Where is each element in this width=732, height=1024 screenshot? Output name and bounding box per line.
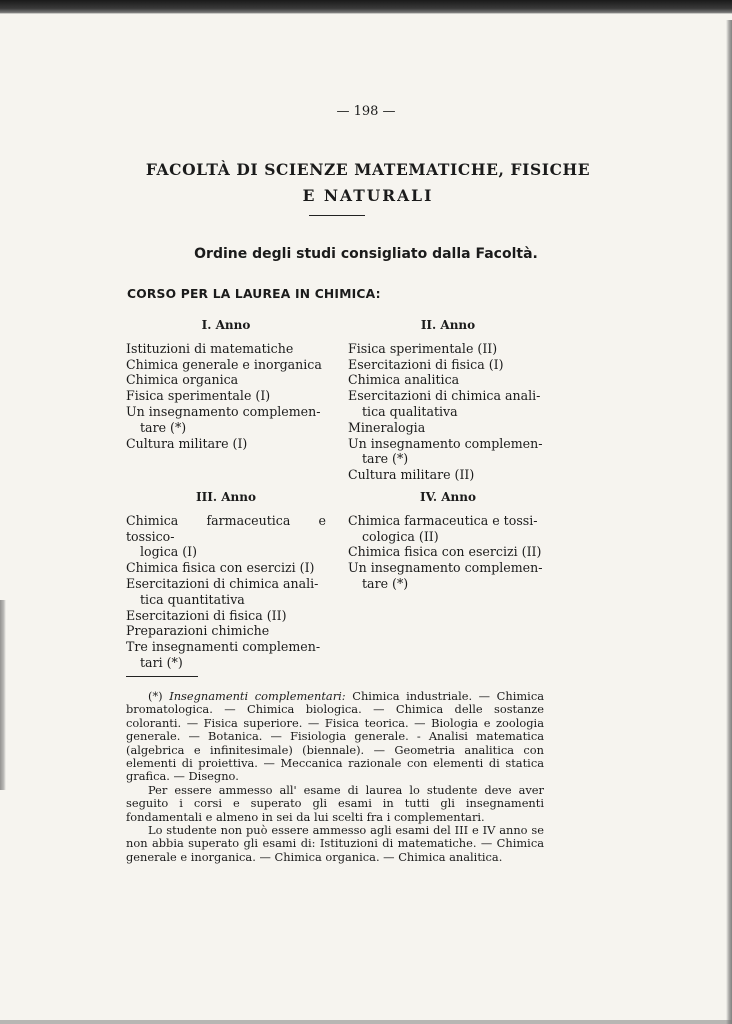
subject-item: Esercitazioni di fisica (I) — [348, 356, 504, 372]
subject-item: logica (I) — [140, 544, 198, 560]
subject-item: Un insegnamento complemen- — [348, 435, 543, 451]
subject-item: tare (*) — [140, 419, 187, 435]
subject-item: tari (*) — [140, 654, 183, 670]
subject-item: Chimica farmaceutica e tossico- — [126, 512, 326, 544]
subject-item: Preparazioni chimiche — [126, 623, 270, 639]
subject-item: Mineralogia — [348, 419, 426, 435]
study-order-subtitle: Ordine degli studi consigliato dalla Facoltà. — [194, 246, 538, 262]
subject-item: tica quantitativa — [140, 591, 245, 607]
year-block-1 — [126, 318, 326, 451]
notes-section — [126, 690, 544, 864]
footnote-paragraph — [126, 690, 544, 784]
subject-item: Esercitazioni di fisica (II) — [126, 607, 287, 623]
subject-item: Chimica fisica con esercizi (I) — [126, 560, 315, 576]
subject-list — [348, 513, 548, 592]
footnote-label: Insegnamenti complementari: — [169, 689, 346, 703]
footnote-marker: (*) — [148, 689, 163, 703]
faculty-title-line-2: E NATURALI — [302, 186, 434, 205]
subject-item: Cultura militare (II) — [348, 467, 475, 483]
subject-item: Chimica organica — [126, 372, 239, 388]
subject-item: Chimica fisica con esercizi (II) — [348, 544, 542, 560]
subject-item: Chimica analitica — [348, 372, 460, 388]
page-number: — 198 — — [336, 104, 396, 119]
year-block-4 — [348, 490, 548, 592]
year-heading: III. Anno — [196, 490, 256, 504]
year-block-3 — [126, 490, 326, 671]
scan-edge-left — [0, 600, 6, 790]
title-divider — [309, 215, 365, 216]
footnote-text: Chimica industriale. — Chimica bromatologica. — Chimica biologica. — Chimica delle sostanze coloranti. — Fisica superiore. — Fisica teorica. — Biologia e zoologia generale. — Botanica. — Fisiologia generale. - Analisi matematica (algebrica e infinitesimale) (biennale). — Geometria analitica con elementi di proiettiva. — Meccanica razionale con elementi di statica grafica. — Disegno. — [126, 689, 544, 784]
admission-paragraph: Lo studente non può essere ammesso agli esami del III e IV anno se non abbia superato gli esami di: Istituzioni di matematiche. — Chimica generale e inorganica. — Chimica organica. — Chimica analitica. — [126, 823, 544, 864]
subject-item: Cultura militare (I) — [126, 435, 248, 451]
subject-item: Tre insegnamenti complemen- — [126, 639, 321, 655]
subject-item: Fisica sperimentale (I) — [126, 388, 271, 404]
subject-list — [126, 513, 326, 671]
scan-edge-top — [0, 0, 732, 14]
subject-item: Esercitazioni di chimica anali- — [126, 575, 319, 591]
year-heading: IV. Anno — [420, 490, 476, 504]
year-block-2 — [348, 318, 548, 483]
subject-item: Esercitazioni di chimica anali- — [348, 388, 541, 404]
subject-list — [348, 341, 548, 483]
subject-item: tica qualitativa — [362, 403, 458, 419]
subject-item: Un insegnamento complemen- — [348, 560, 543, 576]
course-heading: CORSO PER LA LAUREA IN CHIMICA: — [127, 287, 381, 301]
scan-edge-bottom — [0, 1020, 732, 1024]
subject-item: Chimica farmaceutica e tossi- — [348, 512, 538, 528]
subject-list — [126, 341, 326, 452]
subject-item: Fisica sperimentale (II) — [348, 340, 498, 356]
subject-item: Un insegnamento complemen- — [126, 403, 321, 419]
subject-item: cologica (II) — [362, 528, 439, 544]
subject-item: tare (*) — [362, 451, 409, 467]
subject-item: tare (*) — [362, 575, 409, 591]
notes-divider — [126, 676, 198, 677]
faculty-title-line-1: FACOLTÀ DI SCIENZE MATEMATICHE, FISICHE — [145, 160, 591, 179]
subject-item: Istituzioni di matematiche — [126, 340, 294, 356]
year-heading: I. Anno — [201, 318, 251, 332]
degree-exam-paragraph: Per essere ammesso all' esame di laurea lo studente deve aver seguito i corsi e superato gli esami in tutti gli insegnamenti fondamentali e almeno in sei da lui scelti fra i complementari. — [126, 782, 544, 824]
scan-edge-right — [726, 20, 732, 1024]
year-heading: II. Anno — [420, 318, 476, 332]
subject-item: Chimica generale e inorganica — [126, 356, 322, 372]
